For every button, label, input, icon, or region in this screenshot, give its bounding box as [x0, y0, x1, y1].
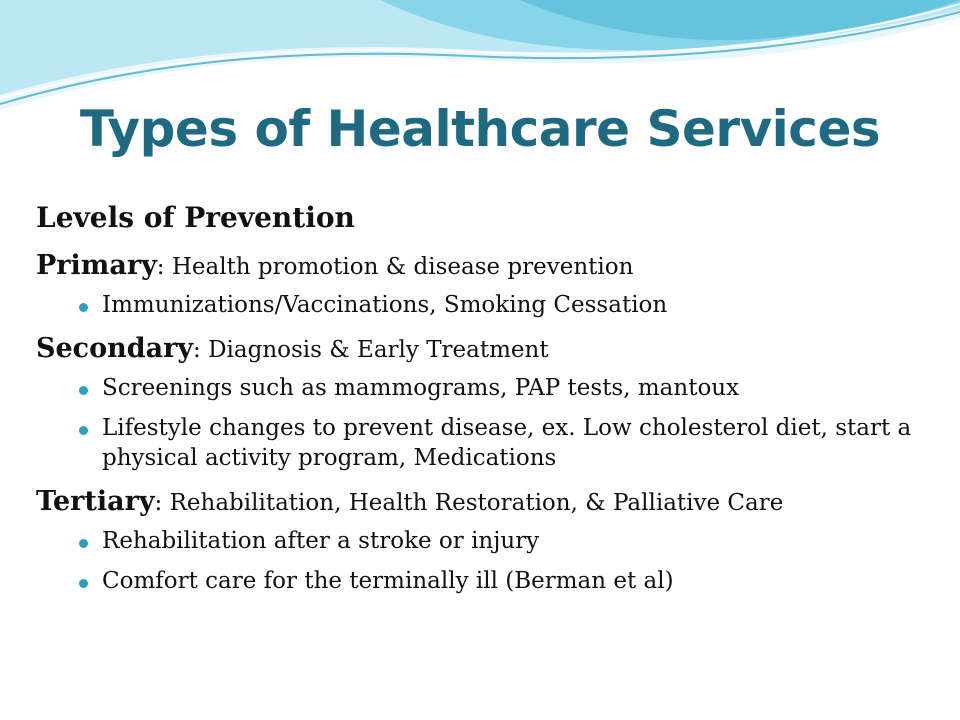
level-secondary [36, 331, 936, 366]
bullet-text: Screenings such as mammograms, PAP tests, mantoux [102, 375, 740, 402]
slide-content [36, 200, 936, 607]
bullet-text: Lifestyle changes to prevent disease, ex. Low cholesterol diet, start a physical activity program, Medications [102, 415, 912, 472]
level-tertiary [36, 484, 936, 519]
bullet-dot-icon [79, 303, 88, 312]
bullet-dot-icon [79, 579, 88, 588]
slide-title: Types of Healthcare Services [79, 100, 881, 158]
bullet-list-tertiary [36, 527, 936, 597]
level-name-tertiary: Tertiary [36, 486, 155, 518]
bullet-text: Rehabilitation after a stroke or injury [102, 528, 540, 555]
bullet-dot-icon [79, 386, 88, 395]
level-description-tertiary: : Rehabilitation, Health Restoration, & Palliative Care [154, 490, 784, 517]
bullet-item [36, 567, 936, 597]
level-name-primary: Primary [36, 250, 157, 282]
level-name-secondary: Secondary [36, 333, 194, 365]
bullet-list-secondary [36, 374, 936, 474]
bullet-dot-icon [79, 539, 88, 548]
bullet-item [36, 527, 936, 557]
bullet-list-primary [36, 291, 936, 321]
bullet-text: Comfort care for the terminally ill (Berman et al) [102, 568, 674, 595]
section-heading: Levels of Prevention [36, 201, 355, 234]
level-description-secondary: : Diagnosis & Early Treatment [193, 337, 549, 364]
level-primary [36, 248, 936, 283]
bullet-item [36, 291, 936, 321]
bullet-item [36, 374, 936, 404]
bullet-item [36, 414, 936, 474]
bullet-dot-icon [79, 426, 88, 435]
level-description-primary: : Health promotion & disease prevention [156, 254, 634, 281]
bullet-text: Immunizations/Vaccinations, Smoking Cessation [102, 292, 668, 319]
